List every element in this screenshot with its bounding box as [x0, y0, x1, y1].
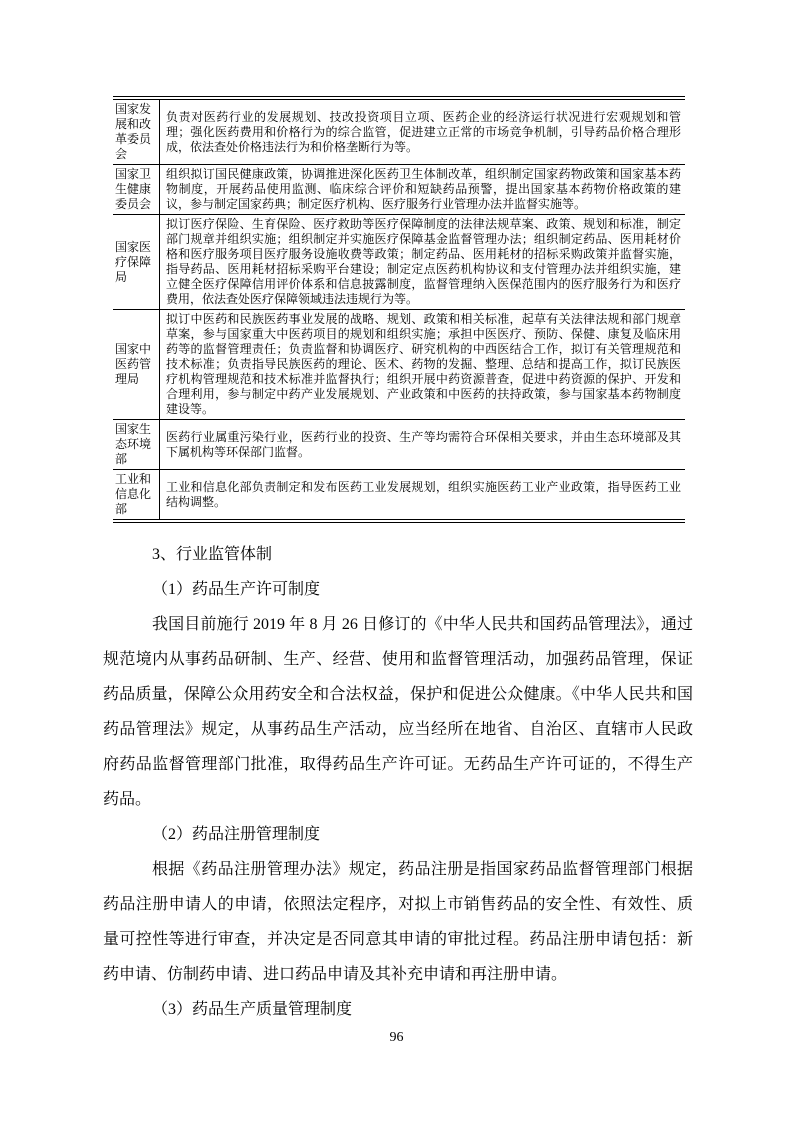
- section-heading: 3、行业监管体制: [152, 546, 273, 563]
- agency-name-cell: 国家卫生健康委员会: [113, 165, 160, 215]
- table-row: [113, 98, 685, 165]
- subsection-2-paragraph: 根据《药品注册管理办法》规定，药品注册是指国家药品监督管理部门根据药品注册申请人的申请，依照法定程序，对拟上市销售药品的安全性、有效性、质量可控性等进行审查，并决定是否同意其申请的审批过程。药品注册申请包括：新药申请、仿制药申请、进口药品申请及其补充申请和再注册申请。: [103, 861, 693, 983]
- subsection-1-paragraph: 我国目前施行 2019 年 8 月 26 日修订的《中华人民共和国药品管理法》，通过规范境内从事药品研制、生产、经营、使用和监督管理活动，加强药品管理，保证药品质量，保障公众用药安全和合法权益，保护和促进公众健康。《中华人民共和国药品管理法》规定，从事药品生产活动，应当经所在地省、自治区、直辖市人民政府药品监督管理部门批准，取得药品生产许可证。无药品生产许可证的，不得生产药品。: [103, 616, 693, 808]
- section-body: [103, 537, 693, 1027]
- table-row: [113, 165, 685, 215]
- regulators-table-body: [113, 98, 685, 521]
- regulators-table: [113, 96, 685, 523]
- agency-name-cell: 国家生态环境部: [113, 420, 160, 470]
- table-row: [113, 310, 685, 420]
- table-row: [113, 470, 685, 522]
- agency-duty-cell: 拟订中医药和民族医药事业发展的战略、规划、政策和相关标准，起草有关法律法规和部门规章草案，参与国家重大中医药项目的规划和组织实施；承担中医医疗、预防、保健、康复及临床用药等的监督管理责任；负责监督和协调医疗、研究机构的中西医结合工作，拟订有关管理规范和技术标准；负责指导民族医药的理论、医术、药物的发掘、整理、总结和提高工作，拟订民族医疗机构管理规范和技术标准并监督执行；组织开展中药资源普查，促进中药资源的保护、开发和合理利用，参与制定中药产业发展规划、产业政策和中医药的扶持政策，参与国家基本药物制度建设等。: [160, 310, 686, 420]
- subsection-3-title: （3）药品生产质量管理制度: [152, 1001, 353, 1018]
- agency-name-cell: 国家中医药管理局: [113, 310, 160, 420]
- agency-duty-cell: 负责对医药行业的发展规划、技改投资项目立项、医药企业的经济运行状况进行宏观规划和管理；强化医药费用和价格行为的综合监管，促进建立正常的市场竞争机制，引导药品价格合理形成，依法查处价格违法行为和价格垄断行为等。: [166, 109, 681, 154]
- agency-name-cell: 工业和信息化部: [113, 470, 160, 522]
- agency-name-cell: 国家医疗保障局: [113, 215, 160, 310]
- page-number: 96: [389, 1030, 404, 1045]
- agency-duty-cell: 拟订医疗保险、生育保险、医疗救助等医疗保障制度的法律法规草案、政策、规划和标准，制定部门规章并组织实施；组织制定并实施医疗保障基金监督管理办法；组织制定药品、医用耗材价格和医疗服务项目医疗服务设施收费等政策；制定药品、医用耗材的招标采购政策并监督实施，指导药品、医用耗材招标采购平台建设；制定定点医药机构协议和支付管理办法并组织实施，建立健全医疗保障信用评价体系和信息披露制度，监督管理纳入医保范围内的医疗服务行为和医疗费用，依法查处医疗保障领域违法违规行为等。: [160, 215, 686, 310]
- agency-duty-cell: 组织拟订国民健康政策，协调推进深化医药卫生体制改革，组织制定国家药物政策和国家基本药物制度，开展药品使用监测、临床综合评价和短缺药品预警，提出国家基本药物价格政策的建议，参与制定国家药典；制定医疗机构、医疗服务行业管理办法并监督实施等。: [160, 165, 686, 215]
- table-row: [113, 420, 685, 470]
- agency-duty-cell: 医药行业属重污染行业，医药行业的投资、生产等均需符合环保相关要求，并由生态环境部及其下属机构等环保部门监督。: [160, 420, 686, 470]
- agency-duty-cell: 工业和信息化部负责制定和发布医药工业发展规划，组织实施医药工业产业政策，指导医药工业结构调整。: [160, 470, 686, 522]
- agency-name-cell: 国家发展和改革委员会: [113, 98, 160, 165]
- table-row: [113, 215, 685, 310]
- subsection-2-title: （2）药品注册管理制度: [152, 826, 321, 843]
- subsection-1-title: （1）药品生产许可制度: [152, 581, 321, 598]
